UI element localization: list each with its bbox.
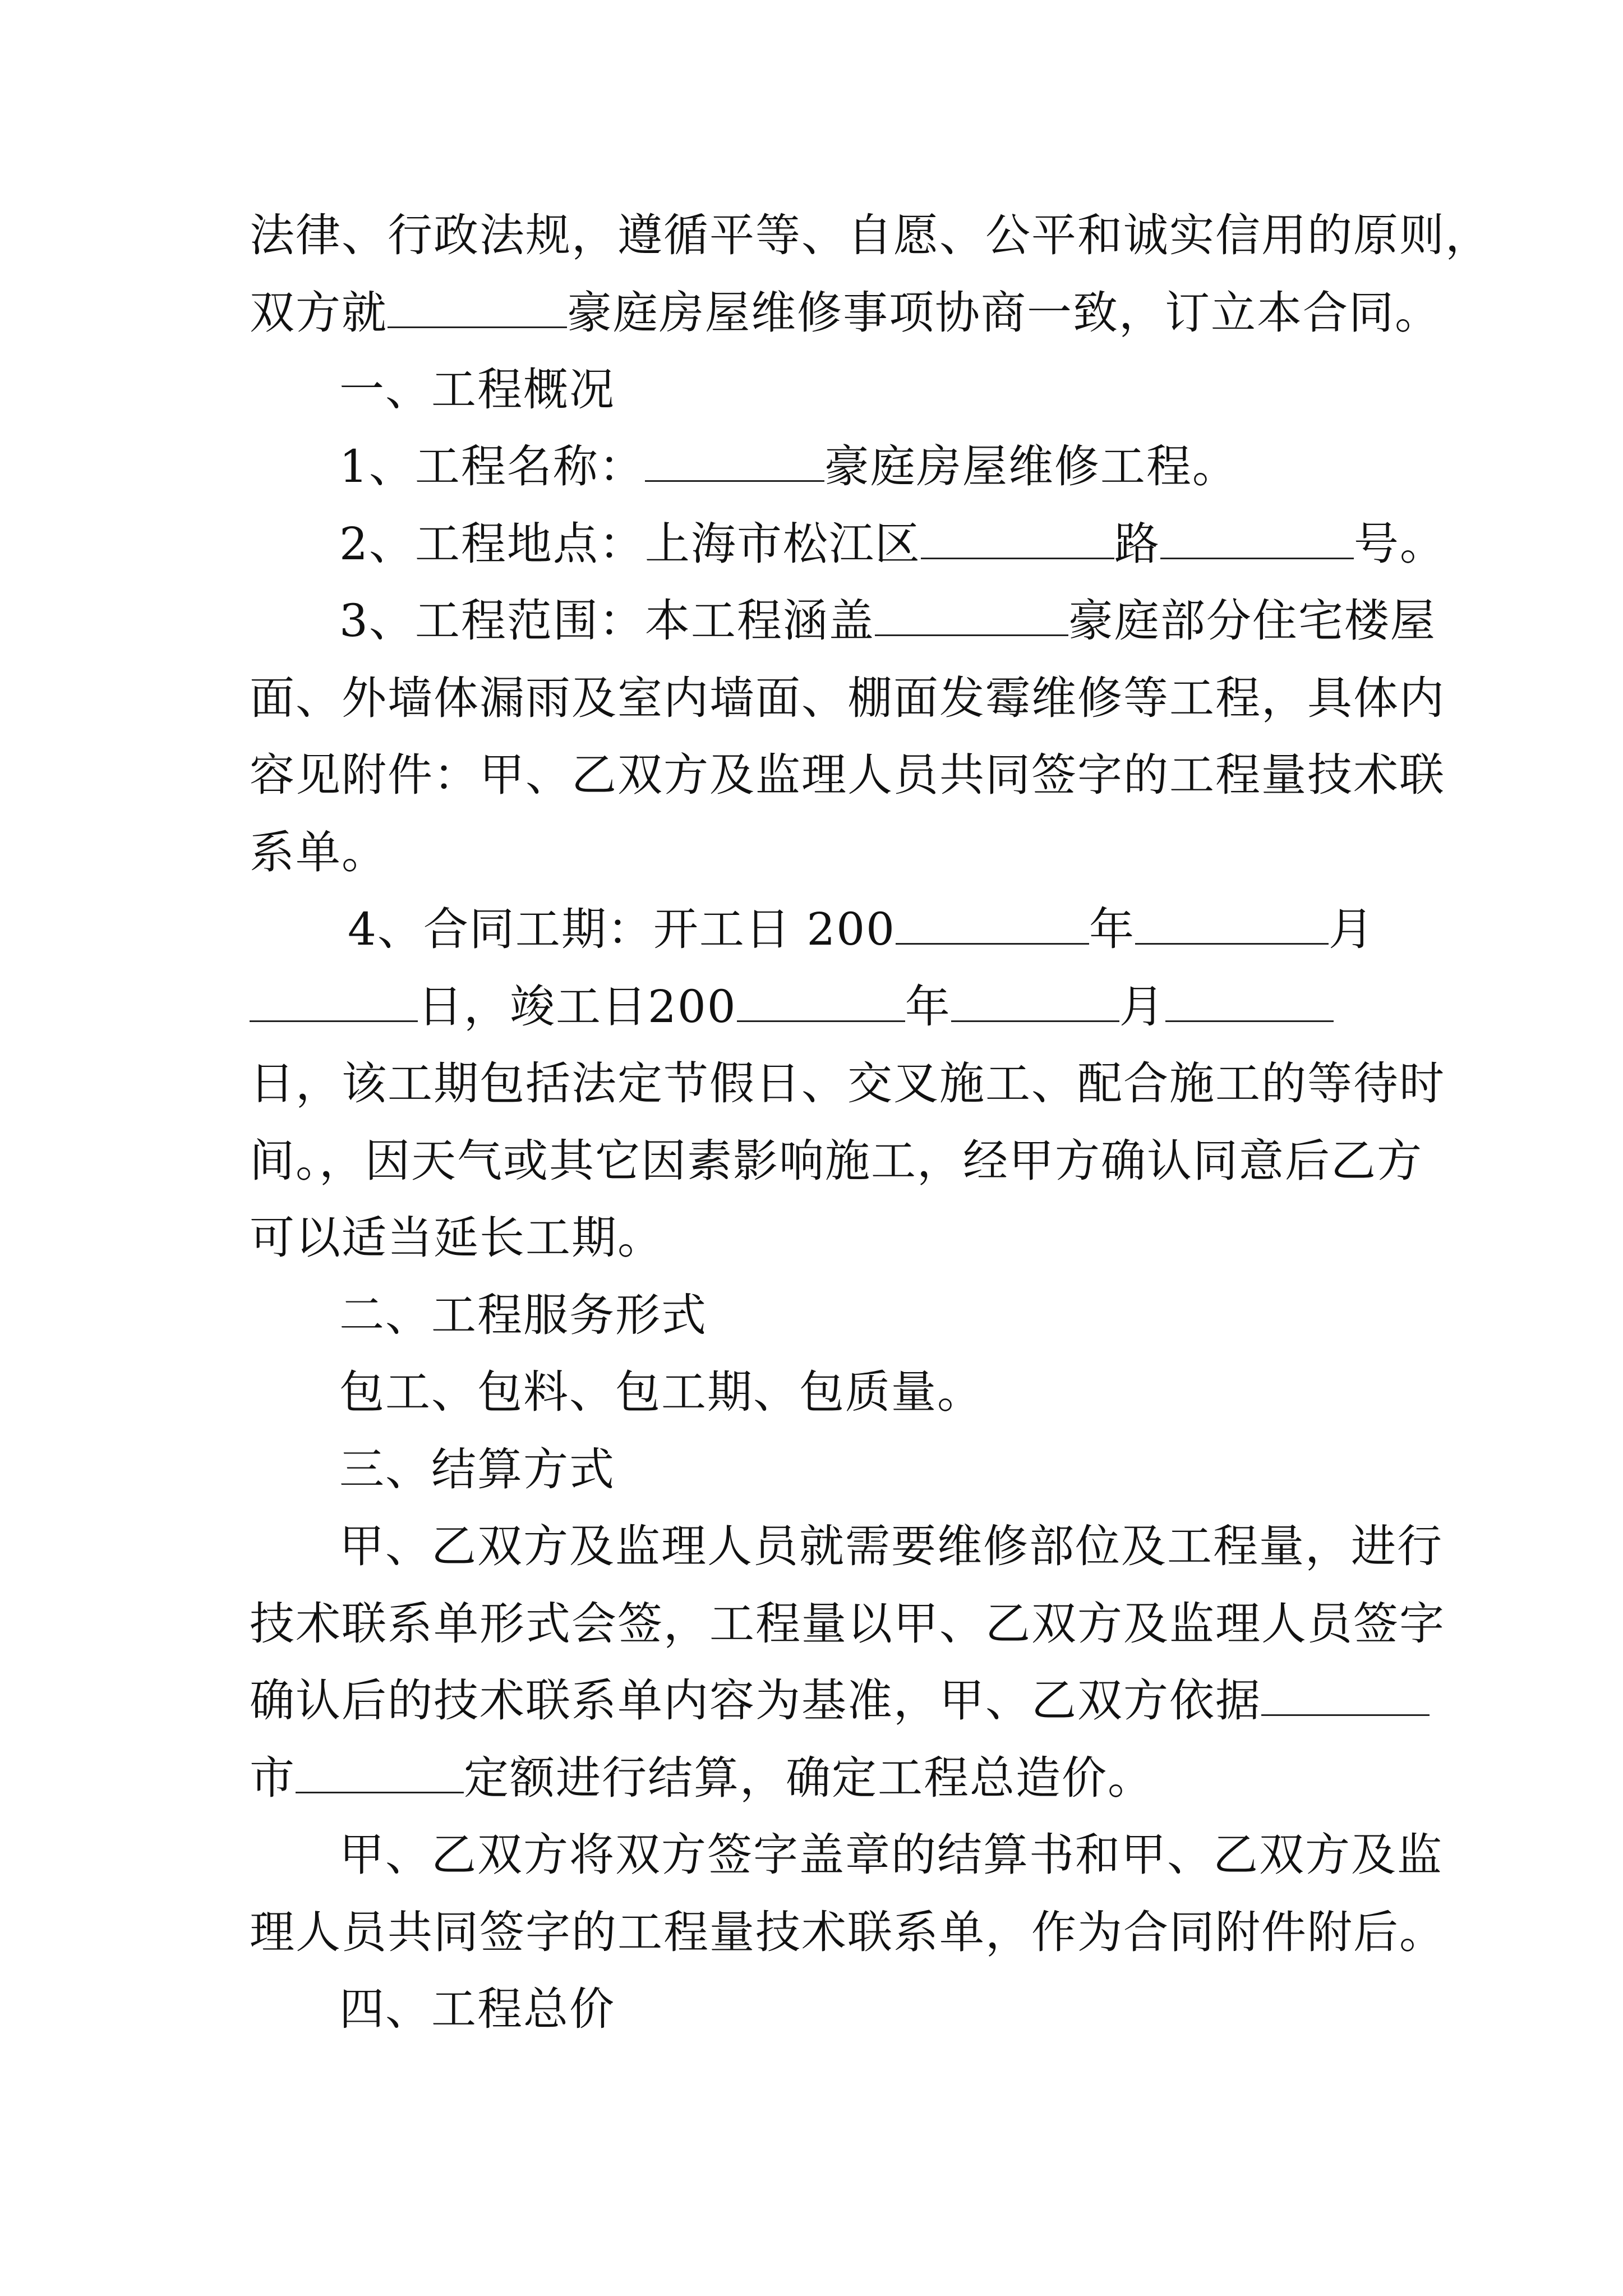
paragraph-line	[250, 979, 1334, 1035]
paragraph-line	[339, 439, 1238, 495]
text: 确认后的技术联系单内容为基准，甲、乙双方依据	[250, 1674, 1261, 1727]
paragraph-line	[339, 593, 1436, 649]
paragraph-line	[250, 825, 388, 881]
paragraph-line	[250, 208, 1491, 264]
fill-in-blank[interactable]	[737, 1020, 905, 1022]
fill-in-blank[interactable]	[1165, 1020, 1334, 1022]
fill-in-blank[interactable]	[921, 557, 1114, 559]
text: 豪庭部分住宅楼屋	[1068, 595, 1436, 647]
text: 面、外墙体漏雨及室内墙面、棚面发霉维修等工程，具体内	[250, 672, 1445, 724]
text: 法律、行政法规，遵循平等、自愿、公平和诚实信用的原则，	[250, 209, 1491, 261]
fill-in-blank[interactable]	[1160, 557, 1354, 559]
paragraph-line	[339, 516, 1446, 572]
paragraph-line	[250, 285, 1441, 341]
text: 3、工程范围：本工程涵盖	[339, 595, 875, 647]
text: 容见附件：甲、乙双方及监理人员共同签字的工程量技术联	[250, 749, 1445, 801]
text: 2、工程地点：上海市松江区	[339, 518, 921, 570]
text: 豪庭房屋维修事项协商一致，订立本合同。	[567, 287, 1441, 339]
text: 技术联系单形式会签，工程量以甲、乙双方及监理人员签字	[250, 1598, 1445, 1650]
paragraph-line	[250, 1904, 1445, 1961]
text: 甲、乙双方及监理人员就需要维修部位及工程量，进行	[339, 1520, 1443, 1572]
paragraph-line	[250, 1750, 1154, 1806]
fill-in-blank[interactable]	[388, 326, 567, 328]
fill-in-blank[interactable]	[1261, 1714, 1430, 1716]
fill-in-blank[interactable]	[296, 1791, 464, 1793]
text: 日，竣工日200	[418, 981, 737, 1033]
paragraph-line	[250, 1210, 663, 1266]
text: 定额进行结算，确定工程总造价。	[464, 1752, 1154, 1804]
paragraph-line	[250, 1596, 1445, 1652]
paragraph-line	[250, 1056, 1445, 1112]
text: 市	[250, 1752, 296, 1804]
text: 日，该工期包括法定节假日、交叉施工、配合施工的等待时	[250, 1057, 1445, 1110]
section-heading	[339, 1287, 707, 1343]
text: 可以适当延长工期。	[250, 1212, 663, 1264]
paragraph-line	[348, 901, 1375, 958]
paragraph-line	[339, 1519, 1443, 1575]
text: 间。，因天气或其它因素影响施工，经甲方确认同意后乙方	[250, 1135, 1423, 1187]
text: 年	[905, 981, 951, 1033]
section-heading	[339, 1981, 615, 2037]
heading-text: 三、结算方式	[339, 1443, 615, 1496]
text: 月	[1329, 903, 1375, 955]
text: 双方就	[250, 287, 388, 339]
fill-in-blank[interactable]	[645, 480, 824, 482]
text: 路	[1114, 518, 1160, 570]
text: 4、合同工期：开工日 200	[348, 903, 896, 955]
heading-text: 二、工程服务形式	[339, 1289, 707, 1341]
text: 1、工程名称：	[339, 440, 645, 493]
text: 包工、包料、包工期、包质量。	[339, 1366, 983, 1418]
fill-in-blank[interactable]	[951, 1020, 1119, 1022]
text: 系单。	[250, 826, 388, 878]
text: 甲、乙双方将双方签字盖章的结算书和甲、乙双方及监	[339, 1829, 1443, 1881]
text: 年	[1089, 903, 1136, 955]
fill-in-blank[interactable]	[1135, 942, 1329, 945]
heading-text: 一、工程概况	[339, 364, 615, 416]
paragraph-line	[250, 747, 1445, 803]
paragraph-line	[339, 1827, 1443, 1883]
paragraph-line	[250, 1133, 1423, 1189]
text: 理人员共同签字的工程量技术联系单，作为合同附件附后。	[250, 1906, 1445, 1958]
text: 月	[1119, 981, 1165, 1033]
fill-in-blank[interactable]	[250, 1020, 418, 1022]
fill-in-blank[interactable]	[896, 942, 1089, 945]
text: 豪庭房屋维修工程。	[824, 440, 1238, 493]
section-heading	[339, 1442, 615, 1498]
paragraph-line	[250, 1673, 1430, 1729]
section-heading	[339, 362, 615, 418]
fill-in-blank[interactable]	[875, 634, 1068, 636]
text: 号。	[1353, 518, 1446, 570]
paragraph-line	[339, 1364, 983, 1420]
paragraph-line	[250, 670, 1445, 726]
heading-text: 四、工程总价	[339, 1983, 615, 2035]
